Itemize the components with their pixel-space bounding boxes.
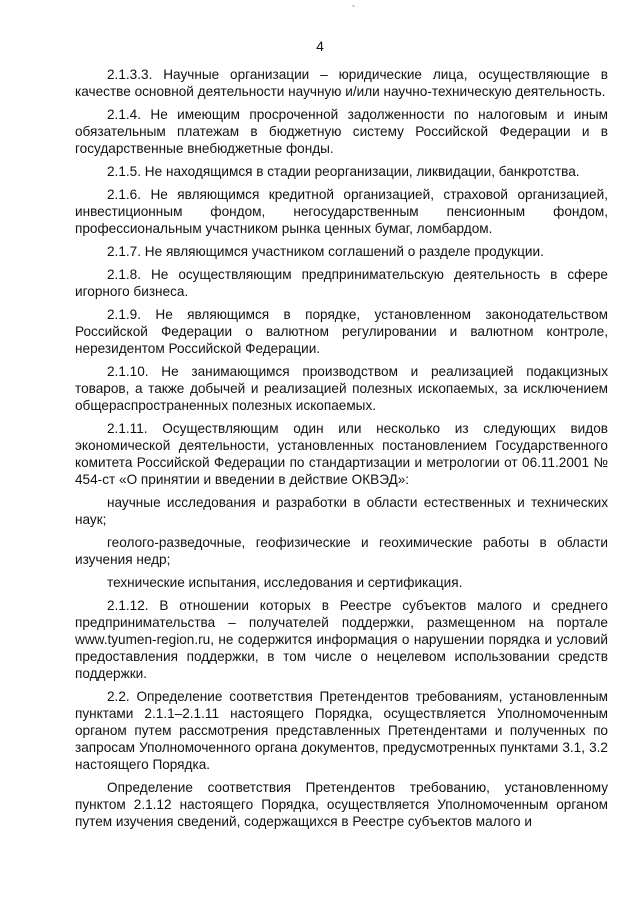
paragraph-2-1-6: 2.1.6. Не являющимся кредитной организацией, страховой организацией, инвестиционным фондом, негосударственным пенсионным фондом, профессиональным участником рынка ценных бумаг, ломбардом.	[75, 187, 608, 236]
activity-item-geology: геолого-разведочные, геофизические и геохимические работы в области изучения недр;	[75, 535, 608, 567]
paragraph-2-1-10: 2.1.10. Не занимающимся производством и реализацией подакцизных товаров, а также добычей и реализацией полезных ископаемых, за исключением общераспространенных полезных ископаемых.	[75, 364, 608, 413]
paragraph-2-1-12: 2.1.12. В отношении которых в Реестре субъектов малого и среднего предпринимательства – получателей поддержки, размещенном на портале www.tyumen-region.ru, не содержится информация о нарушении порядка и условий предоставления поддержки, в том числе о нецелевом использовании средств поддержки.	[75, 598, 608, 681]
scan-mark: ˇ	[352, 4, 355, 14]
document-body	[75, 66, 608, 830]
paragraph-2-2: 2.2. Определение соответствия Претендентов требованиям, установленным пунктами 2.1.1–2.1.11 настоящего Порядка, осуществляется Уполномоченным органом путем рассмотрения представленных Претендентами и полученных по запросам Уполномоченного органа документов, предусмотренных пунктами 3.1, 3.2 настоящего Порядка.	[75, 689, 608, 772]
paragraph-2-1-8: 2.1.8. Не осуществляющим предпринимательскую деятельность в сфере игорного бизнеса.	[75, 267, 608, 299]
paragraph-2-2-continued: Определение соответствия Претендентов требованию, установленному пунктом 2.1.12 настоящего Порядка, осуществляется Уполномоченным органом путем изучения сведений, содержащихся в Реестре субъектов малого и	[75, 780, 608, 829]
page-number: 4	[316, 38, 324, 54]
paragraph-2-1-3-3: 2.1.3.3. Научные организации – юридические лица, осуществляющие в качестве основной деятельности научную и/или научно-техническую деятельность.	[75, 67, 608, 99]
paragraph-2-1-4: 2.1.4. Не имеющим просроченной задолженности по налоговым и иным обязательным платежам в бюджетную систему Российской Федерации и в государственные внебюджетные фонды.	[75, 107, 608, 156]
paragraph-2-1-11: 2.1.11. Осуществляющим один или несколько из следующих видов экономической деятельности, установленных постановлением Государственного комитета Российской Федерации по стандартизации и метрологии от 06.11.2001 № 454-ст «О принятии и введении в действие ОКВЭД»:	[75, 421, 608, 487]
paragraph-2-1-9: 2.1.9. Не являющимся в порядке, установленном законодательством Российской Федерации о валютном регулировании и валютном контроле, нерезидентом Российской Федерации.	[75, 307, 608, 356]
activity-item-research: научные исследования и разработки в области естественных и технических наук;	[75, 495, 608, 527]
paragraph-2-1-5: 2.1.5. Не находящимся в стадии реорганизации, ликвидации, банкротства.	[107, 164, 580, 179]
paragraph-2-1-7: 2.1.7. Не являющимся участником соглашений о разделе продукции.	[107, 244, 544, 259]
activity-item-testing: технические испытания, исследования и сертификация.	[107, 575, 463, 590]
